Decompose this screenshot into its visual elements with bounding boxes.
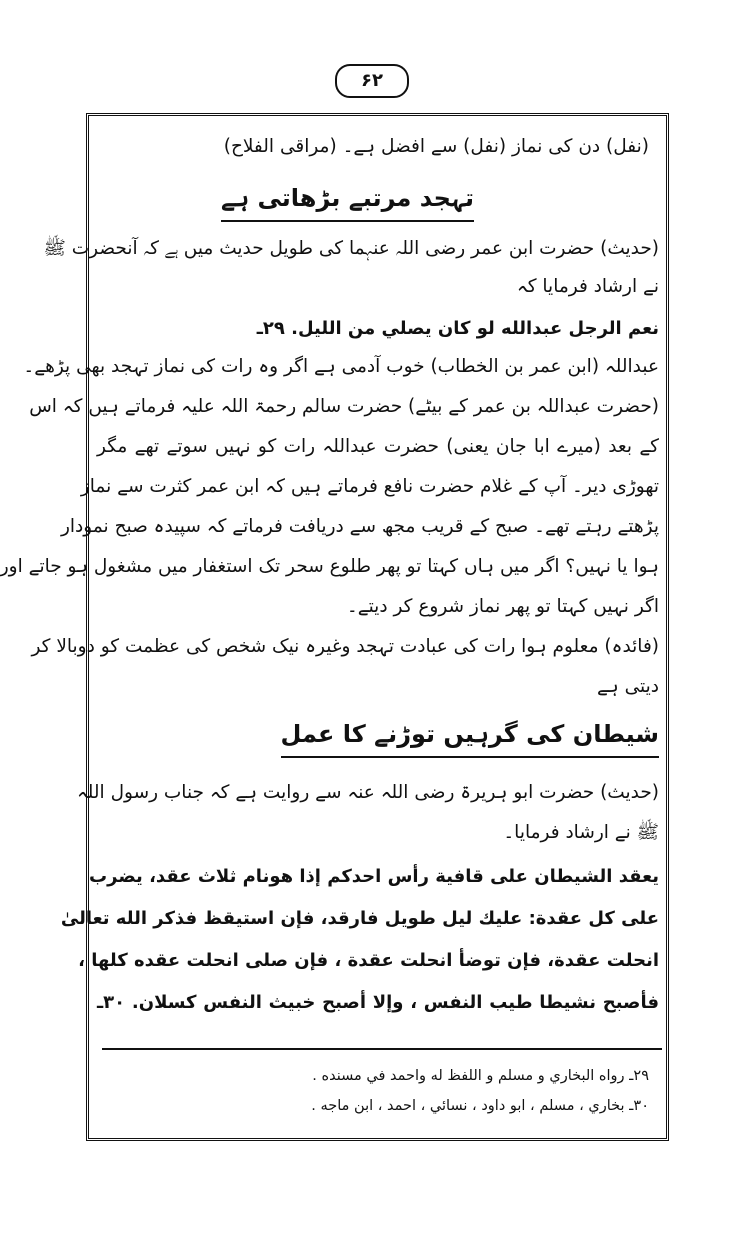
arabic-line: يعقد الشيطان على قافية رأس احدكم إذا هونام ثلاث عقد، يضرب — [89, 866, 659, 887]
text-line: (حدیث) حضرت ابن عمر رضی اللہ عنہما کی طویل حدیث میں ہے کہ آنحضرت ﷺ — [43, 238, 659, 259]
text-line: تھوڑی دیر۔ آپ کے غلام حضرت نافع فرماتے ہیں کہ ابن عمر کثرت سے نماز — [80, 476, 659, 497]
arabic-line: فأصبح نشيطا طيب النفس ، وإلا أصبح خبيث النفس كسلان. ٣٠ـ — [97, 992, 659, 1013]
arabic-line: على كل عقدة: عليك ليل طويل فارقد، فإن استيقظ فذكر الله تعالىٰ — [60, 908, 659, 929]
text-line: (نفل) دن کی نماز (نفل) سے افضل ہے۔ (مراقی الفلاح) — [223, 136, 649, 157]
text-line: (فائدہ) معلوم ہوا رات کی عبادت تہجد وغیرہ نیک شخص کی عظمت کو دوبالا کر — [31, 636, 659, 657]
text-line: عبداللہ (ابن عمر بن الخطاب) خوب آدمی ہے اگر وہ رات کی نماز تہجد بھی پڑھے۔ — [23, 356, 659, 377]
page-number: ۶۲ — [335, 64, 409, 98]
section-heading-shaitan — [97, 714, 659, 758]
arabic-line: انحلت عقدة، فإن توضأ انحلت عقدة ، فإن صلى انحلت عقده كلها ، — [78, 950, 659, 971]
text-line: کے بعد (میرے ابا جان یعنی) حضرت عبداللہ رات کو نہیں سوتے تھے مگر — [97, 436, 659, 457]
text-line: پڑھتے رہتے تھے۔ صبح کے قریب مجھ سے دریافت فرماتے کہ سپیدہ صبح نمودار — [60, 516, 659, 537]
footnote-29: ٢٩ـ رواه البخاري و مسلم و اللفظ له واحمد في مسنده . — [312, 1068, 649, 1084]
section-heading-tahajjud — [97, 178, 474, 222]
text-line: اگر نہیں کہتا تو پھر نماز شروع کر دیتے۔ — [346, 596, 659, 617]
text-line: دیتی ہے — [597, 676, 659, 697]
text-line: ہوا یا نہیں؟ اگر میں ہاں کہتا تو پھر طلوع سحر تک استغفار میں مشغول ہو جاتے اور — [0, 556, 659, 577]
text-line: نے ارشاد فرمایا کہ — [516, 276, 659, 297]
heading-text: تہجد مرتبے بڑھاتی ہے — [221, 178, 474, 222]
footnote-30: ٣٠ـ بخاري ، مسلم ، ابو داود ، نسائي ، احمد ، ابن ماجه . — [311, 1098, 649, 1114]
text-line: ﷺ نے ارشاد فرمایا۔ — [503, 822, 659, 843]
arabic-line: نعم الرجل عبدالله لو كان يصلي من الليل. ٢٩ـ — [256, 318, 659, 339]
page-body — [0, 126, 659, 1136]
text-line: (حضرت عبداللہ بن عمر کے بیٹے) حضرت سالم رحمۃ اللہ علیہ فرماتے ہیں کہ اس — [29, 396, 659, 417]
footnote-divider — [102, 1048, 662, 1050]
heading-text: شیطان کی گرہیں توڑنے کا عمل — [281, 714, 659, 758]
text-line: (حدیث) حضرت ابو ہریرۃ رضی اللہ عنہ سے روایت ہے کہ جناب رسول اللہ — [76, 782, 659, 803]
